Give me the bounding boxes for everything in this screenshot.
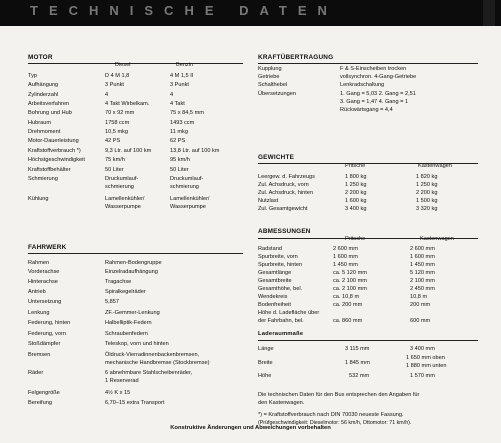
motor-row-diesel: 3 Punkt (105, 82, 124, 89)
motor-kuehlung-diesel-1: Lamellenkühler/ (105, 196, 145, 202)
motor-row-diesel: 42 PS (105, 138, 121, 145)
abmessungen-row-pritsche: ca. 200 mm (333, 302, 363, 308)
motor-row-benzin: 3 Punkt (170, 82, 189, 89)
motor-row-label: Höchstgeschwindigkeit (28, 157, 85, 164)
abmessungen-row-label: Radstand (258, 246, 282, 252)
motor-row-diesel: 50 Liter (105, 166, 124, 173)
abmessungen-row-label: Gesamtbreite (258, 278, 292, 284)
fahrwerk-row-label: Hinterachse (28, 279, 58, 285)
abmessungen-row-kastenwagen: 2 600 mm (410, 246, 435, 252)
page-title: TECHNISCHE DATEN (30, 3, 338, 18)
kraft-heading: KRAFTÜBERTRAGUNG (258, 54, 334, 61)
motor-row-label: Hubraum (28, 119, 52, 126)
fahrwerk-row-label: Lenkung (28, 310, 50, 316)
fahrwerk-row-value: Einzelradaufhängung (105, 269, 158, 275)
abmessungen-row-kastenwagen: 1 600 mm (410, 254, 435, 260)
gewichte-row-label: Zul. Achsdruck, hinten (258, 190, 314, 196)
fahrwerk-row-value: Tragachse (105, 279, 132, 285)
motor-schmierung-label: Schmierung (28, 176, 58, 182)
motor-schmierung-diesel-2: schmierung (105, 184, 134, 190)
motor-row-label: Drehmoment (28, 129, 61, 136)
fahrwerk-row-value: 6 abnehmbare Stahlscheibenräder, (105, 370, 193, 376)
abmessungen-row-label: Höhe d. Ladefläche über (258, 310, 320, 316)
abmessungen-row-kastenwagen: 2 450 mm (410, 286, 435, 292)
laderaum-hoehe-pritsche: 532 mm (349, 373, 370, 379)
motor-row-diesel: 10,5 mkg (105, 129, 129, 136)
fahrwerk-row-label: Antrieb (28, 289, 46, 295)
fahrwerk-heading: FAHRWERK (28, 244, 67, 251)
kraft-row-value: Rückwärtsgang = 4,4 (340, 107, 393, 113)
gewichte-row-kastenwagen: 3 320 kg (416, 206, 438, 212)
gewichte-heading: GEWICHTE (258, 154, 295, 161)
kraft-row-label: Schalthebel (258, 82, 288, 88)
kraft-rule (258, 63, 478, 64)
fahrwerk-row-label: Federung, vorn (28, 331, 66, 337)
fahrwerk-row-value: Schraubenfedern (105, 331, 148, 337)
motor-row-benzin: 95 km/h (170, 157, 190, 164)
gewichte-row-pritsche: 1 250 kg (345, 182, 367, 188)
motor-row-benzin: 1493 ccm (170, 119, 195, 126)
fahrwerk-row-label: Felgengröße (28, 390, 60, 396)
note-fuel-line-1: *) = Kraftstoffverbrauch nach DIN 70030 neueste Fassung. (258, 412, 404, 418)
footer-disclaimer: Konstruktive Änderungen und Abweichungen vorbehalten (170, 425, 331, 431)
gewichte-row-pritsche: 1 800 kg (345, 174, 367, 180)
motor-kuehlung-label: Kühlung (28, 196, 49, 202)
fahrwerk-row-value: ZF.-Gemmer-Lenkung (105, 310, 160, 316)
abmessungen-row-pritsche: ca. 5 120 mm (333, 270, 367, 276)
motor-row-diesel: 4 (105, 91, 109, 98)
motor-row-diesel: 9,3 Ltr. auf 100 km (105, 147, 152, 154)
abmessungen-row-pritsche: ca. 10,8 m (333, 294, 360, 300)
kraft-row-value: vollsynchron. 4-Gang-Getriebe (340, 74, 417, 80)
fahrwerk-row-label: Rahmen (28, 260, 50, 266)
fahrwerk-row-value: Öldruck-Vierradinnenbackenbremsen, (105, 352, 200, 358)
gewichte-row-pritsche: 3 400 kg (345, 206, 367, 212)
motor-row-benzin: 4 M 1,5 II (170, 73, 194, 79)
abmessungen-row-label: der Fahrbahn, bel. (258, 318, 304, 324)
abmessungen-row-pritsche: 1 600 mm (333, 254, 358, 260)
fahrwerk-row-label: Stoßdämpfer (28, 341, 61, 347)
motor-rule (28, 63, 243, 64)
note-bus-line-2: den Kastenwagen. (258, 400, 305, 406)
gewichte-row-label: Nutzlast (258, 198, 279, 204)
laderaum-laenge-pritsche: 3 115 mm (345, 346, 370, 352)
gewichte-row-kastenwagen: 1 500 kg (416, 198, 438, 204)
laderaum-breite-label: Breite (258, 360, 273, 366)
fahrwerk-row-label: Untersetzung (28, 299, 62, 305)
abmessungen-row-kastenwagen: 5 120 mm (410, 270, 435, 276)
motor-schmierung-benzin-1: Druckumlauf- (170, 176, 204, 182)
kraft-row-value: 1. Gang = 5,03 2. Gang = 2,51 (340, 91, 416, 97)
motor-kuehlung-benzin-1: Lamellenkühler/ (170, 196, 210, 202)
laderaum-rule (258, 340, 478, 341)
abmessungen-row-label: Spurbreite, hinten (258, 262, 303, 268)
gewichte-row-kastenwagen: 1 250 kg (416, 182, 438, 188)
abmessungen-row-pritsche: 1 450 mm (333, 262, 358, 268)
kraft-row-label: Kupplung (258, 66, 282, 72)
kraft-row-label: Übersetzungen (258, 91, 296, 97)
header-band (0, 0, 501, 26)
kraft-row-label: Getriebe (258, 74, 280, 80)
motor-row-benzin: 4 Takt (170, 101, 185, 108)
abmessungen-row-kastenwagen: 10,8 m (410, 294, 428, 300)
abmessungen-heading: ABMESSUNGEN (258, 228, 311, 235)
abmessungen-row-kastenwagen: 200 mm (410, 302, 431, 308)
kraft-row-value: 3. Gang = 1,47 4. Gang = 1 (340, 99, 409, 105)
gewichte-row-label: Leergew. d. Fahrzeugs (258, 174, 315, 180)
motor-row-benzin: 62 PS (170, 138, 186, 145)
motor-row-diesel: 75 km/h (105, 157, 125, 164)
laderaum-breite-kastenwagen-1: 1 650 mm oben (406, 355, 445, 361)
motor-row-diesel: 4 Takt Wirbelkam. (105, 101, 150, 108)
fahrwerk-row-value: Spiralkegelräder (105, 289, 146, 295)
motor-schmierung-benzin-2: schmierung (170, 184, 199, 190)
fahrwerk-row-value: Halbelliptik-Federn (105, 320, 152, 326)
laderaum-breite-kastenwagen-2: 1 880 mm unten (406, 363, 447, 369)
fahrwerk-row-value: 4½ K x 15 (105, 390, 131, 396)
motor-col-diesel: Diesel (115, 62, 131, 68)
motor-row-label: Kraftstoffbehälter (28, 166, 71, 173)
abmessungen-row-kastenwagen: 1 450 mm (410, 262, 435, 268)
motor-col-benzin: Benzin (176, 62, 194, 68)
header-edge-mark (483, 0, 495, 26)
motor-row-label: Bohrung und Hub (28, 110, 72, 117)
motor-row-diesel: 70 x 92 mm (105, 110, 135, 117)
abmessungen-row-kastenwagen: 2 100 mm (410, 278, 435, 284)
motor-row-benzin: 11 mkg (170, 129, 188, 136)
gewichte-row-pritsche: 2 200 kg (345, 190, 367, 196)
fahrwerk-row-value: mechanische Handbremse (Stockbremse) (105, 360, 210, 366)
motor-row-label: Typ (28, 73, 38, 79)
laderaum-laenge-kastenwagen: 3 400 mm (410, 346, 435, 352)
gewichte-row-label: Zul. Achsdruck, vorn (258, 182, 309, 188)
note-bus-line-1: Die technischen Daten für den Bus entsprechen den Angaben für (258, 392, 420, 398)
kraft-row-value: Lenkradschaltung (340, 82, 385, 88)
motor-row-benzin: 13,8 Ltr. auf 100 km (170, 147, 220, 154)
motor-kuehlung-benzin-2: Wasserpumpe (170, 204, 206, 210)
motor-heading: MOTOR (28, 54, 53, 61)
abmessungen-col-kastenwagen: Kastenwagen (420, 236, 454, 242)
abmessungen-row-label: Gesamthöhe, bel. (258, 286, 303, 292)
fahrwerk-row-value: 6,70–15 extra Transport (105, 400, 165, 406)
gewichte-row-kastenwagen: 1 820 kg (416, 174, 438, 180)
fahrwerk-row-value: 1 Reserverad (105, 378, 139, 384)
laderaum-breite-pritsche: 1 845 mm (345, 360, 370, 366)
motor-row-label: Aufhängung (28, 82, 59, 89)
abmessungen-row-pritsche: ca. 860 mm (333, 318, 363, 324)
motor-row-label: Kraftstoffverbrauch *) (28, 147, 81, 154)
fahrwerk-row-value: 5,857 (105, 299, 119, 305)
laderaum-laenge-label: Länge (258, 346, 274, 352)
kraft-row-value: F & S-Einscheiben trocken (340, 66, 407, 72)
motor-row-label: Zylinderzahl (28, 91, 59, 98)
note-fuel-line-2: (Prüfgeschwindigkeit: Dieselmotor: 56 km/h, Ottomotor: 71 km/h). (258, 420, 412, 426)
fahrwerk-row-label: Vorderachse (28, 269, 60, 275)
fahrwerk-row-label: Bremsen (28, 352, 51, 358)
motor-row-diesel: 1758 ccm (105, 119, 130, 126)
fahrwerk-row-label: Räder (28, 370, 44, 376)
motor-row-diesel: D 4 M 1,8 (105, 73, 130, 79)
laderaum-hoehe-kastenwagen: 1 570 mm (410, 373, 435, 379)
abmessungen-col-pritsche: Pritsche (345, 236, 366, 242)
abmessungen-row-label: Spurbreite, vorn (258, 254, 298, 260)
motor-schmierung-diesel-1: Druckumlauf- (105, 176, 139, 182)
motor-row-label: Motor-Dauerleistung (28, 138, 79, 145)
motor-row-benzin: 50 Liter (170, 166, 189, 173)
abmessungen-row-pritsche: 2 600 mm (333, 246, 358, 252)
motor-row-label: Arbeitsverfahren (28, 101, 70, 108)
abmessungen-row-kastenwagen: 600 mm (410, 318, 431, 324)
gewichte-row-kastenwagen: 2 200 kg (416, 190, 438, 196)
fahrwerk-row-label: Bereifung (28, 400, 52, 406)
fahrwerk-row-label: Federung, hinten (28, 320, 71, 326)
abmessungen-row-label: Wendekreis (258, 294, 288, 300)
fahrwerk-row-value: Rahmen-Bodengruppe (105, 260, 162, 266)
abmessungen-row-pritsche: ca. 2 100 mm (333, 278, 367, 284)
fahrwerk-row-value: Teleskop, vorn und hinten (105, 341, 169, 347)
motor-row-benzin: 4 (170, 91, 174, 98)
abmessungen-row-pritsche: ca. 2 100 mm (333, 286, 367, 292)
abmessungen-row-label: Bodenfreiheit (258, 302, 291, 308)
gewichte-row-pritsche: 1 600 kg (345, 198, 367, 204)
motor-kuehlung-diesel-2: Wasserpumpe (105, 204, 141, 210)
motor-row-benzin: 75 x 84,5 mm (170, 110, 204, 117)
laderaum-hoehe-label: Höhe (258, 373, 272, 379)
fahrwerk-rule (28, 253, 243, 254)
gewichte-row-label: Zul. Gesamtgewicht (258, 206, 308, 212)
abmessungen-row-label: Gesamtlänge (258, 270, 292, 276)
laderaum-heading: Laderaummaße (258, 331, 304, 337)
gewichte-col-kastenwagen: Kastenwagen (418, 163, 452, 169)
gewichte-col-pritsche: Pritsche (345, 163, 366, 169)
